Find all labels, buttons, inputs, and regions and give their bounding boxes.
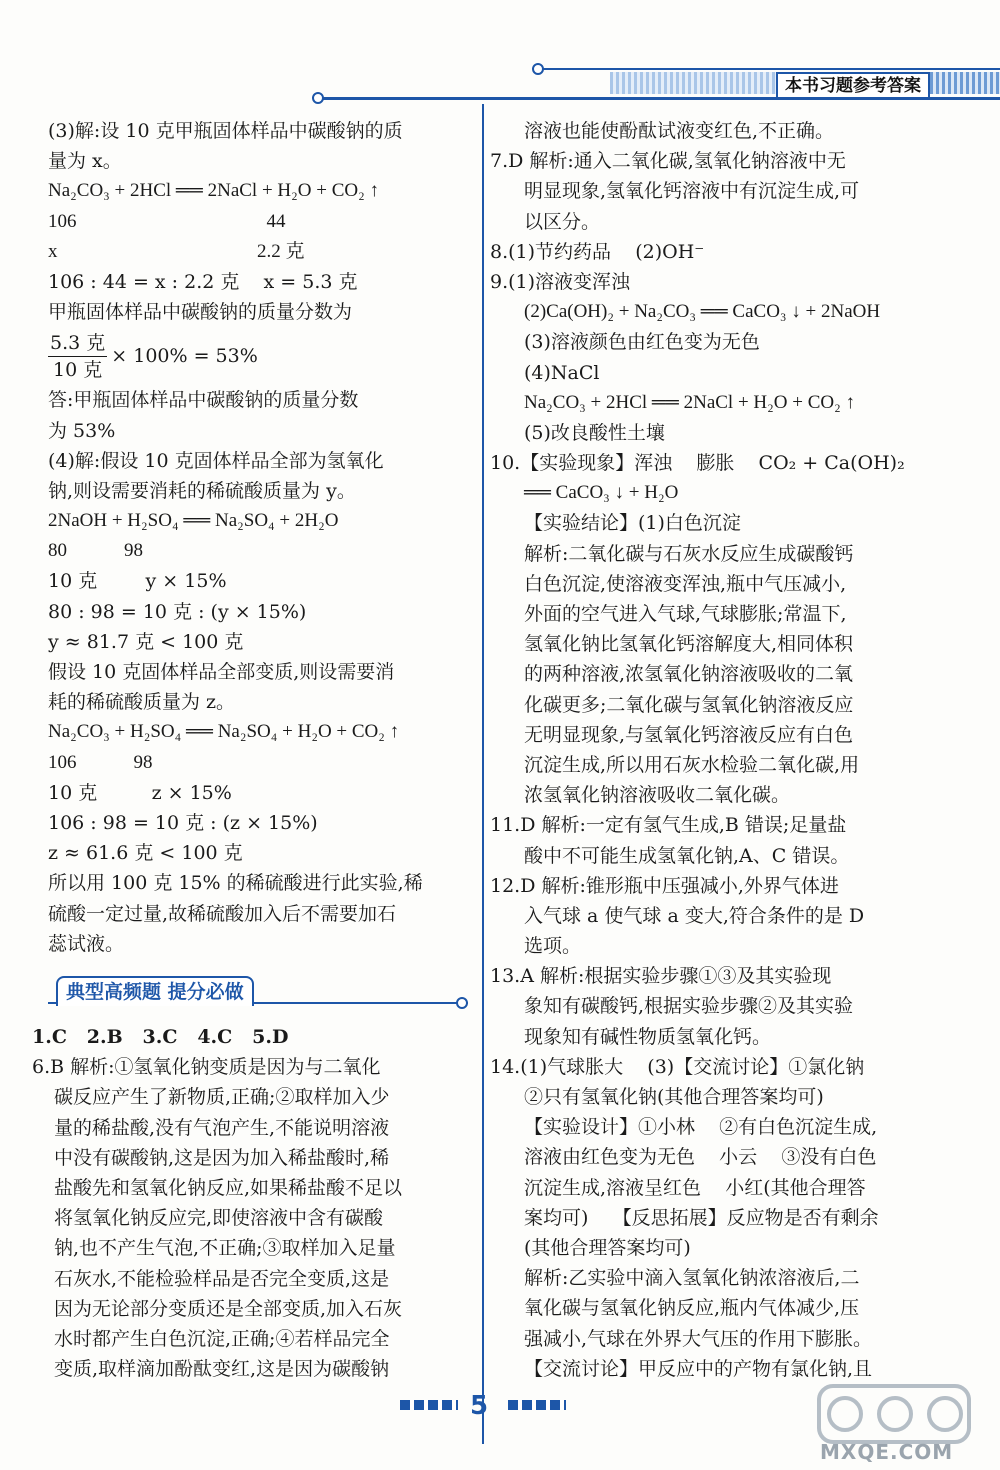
header-title: 本书习题参考答案 <box>776 72 930 100</box>
answer-line: 10.【实验现象】浑浊 膨胀 CO₂ + Ca(OH)₂ <box>490 452 905 475</box>
answer-line: 解析:二氧化碳与石灰水反应生成碳酸钙 <box>524 542 854 565</box>
answer-line: 象知有碳酸钙,根据实验步骤②及其实验 <box>524 995 854 1018</box>
answer-line: 8.(1)节约药品 (2)OH⁻ <box>490 240 705 263</box>
equation-line: 106 44 <box>48 210 286 232</box>
header-dot-icon <box>312 92 324 104</box>
fraction-rest: × 100% = 53% <box>111 345 258 368</box>
answer-line: 9.(1)溶液变浑浊 <box>490 270 631 293</box>
answer-line: (3)溶液颜色由红色变为无色 <box>524 331 760 354</box>
equation-line: 106 : 98 = 10 克 : (z × 15%) <box>48 811 318 834</box>
equation-line: Na₂CO₃ + H₂SO₄ ══ Na₂SO₄ + H₂O + CO₂ ↑ <box>48 721 400 743</box>
section-title: 典型高频题 提分必做 <box>56 976 254 1006</box>
answer-line: 1.C 2.B 3.C 4.C 5.D <box>32 1026 289 1048</box>
equation-line: 10 克 y × 15% <box>48 570 227 593</box>
answer-line: 的两种溶液,浓氢氧化钠溶液吸收的二氧 <box>524 663 854 686</box>
left-column <box>48 116 470 959</box>
header-rule-top <box>540 68 1000 70</box>
answer-line: 浓氢氧化钠溶液吸收二氧化碳。 <box>524 784 791 807</box>
footer-bar-left <box>400 1400 458 1410</box>
answer-line: 因为无论部分变质还是全部变质,加入石灰 <box>54 1297 403 1320</box>
answer-line: 【实验结论】(1)白色沉淀 <box>524 512 741 535</box>
page-header <box>0 0 1000 110</box>
answer-line: 【实验设计】①小林 ②有白色沉淀生成, <box>524 1116 878 1139</box>
watermark-text: MXQE.COM <box>820 1440 954 1464</box>
answer-line: 明显现象,氢氧化钙溶液中有沉淀生成,可 <box>524 180 860 203</box>
answer-line: 中没有碳酸钠,这是因为加入稀盐酸时,稀 <box>54 1146 390 1169</box>
equation-line: x 2.2 克 <box>48 240 305 262</box>
text-line: 为 53% <box>48 419 116 442</box>
answer-line: 13.A 解析:根据实验步骤①③及其实验现 <box>490 965 832 988</box>
column-divider <box>482 104 484 1444</box>
answer-line: 石灰水,不能检验样品是否完全变质,这是 <box>54 1267 390 1290</box>
answer-line: (4)NaCl <box>524 361 600 384</box>
section-dot-icon <box>456 997 468 1009</box>
answer-line: 酸中不可能生成氢氧化钠,A、C 错误。 <box>524 844 850 867</box>
answer-line: 选项。 <box>524 935 582 958</box>
answer-line: 以区分。 <box>524 210 601 233</box>
answer-line: 沉淀生成,溶液呈红色 小红(其他合理答 <box>524 1176 866 1199</box>
answer-line: 沉淀生成,所以用石灰水检验二氧化碳,用 <box>524 753 860 776</box>
left-bottom-answers <box>32 1022 472 1384</box>
answer-line: 入气球 a 使气球 a 变大,符合条件的是 D <box>524 904 865 927</box>
answer-line: 强减小,气球在外界大气压的作用下膨胀。 <box>524 1327 873 1350</box>
text-line: 假设 10 克固体样品全部变质,则设需要消 <box>48 661 395 683</box>
answer-line: 变质,取样滴加酚酞变红,这是因为碳酸钠 <box>54 1358 390 1381</box>
answer-line: 水时都产生白色沉淀,正确;④若样品完全 <box>54 1327 390 1350</box>
text-line: (4)解:假设 10 克固体样品全部为氢氧化 <box>48 449 384 472</box>
equation-line: y ≈ 81.7 克 < 100 克 <box>48 630 244 653</box>
section-heading <box>48 976 468 1006</box>
text-line: 所以用 100 克 15% 的稀硫酸进行此实验,稀 <box>48 872 423 895</box>
answer-line: 11.D 解析:一定有氢气生成,B 错误;足量盐 <box>490 814 847 837</box>
answer-line: 12.D 解析:锥形瓶中压强减小,外界气体进 <box>490 874 839 897</box>
text-line: 量为 x。 <box>48 150 122 173</box>
equation-line: 2NaOH + H₂SO₄ ══ Na₂SO₄ + 2H₂O <box>48 510 339 532</box>
equation-line: 106 : 44 = x : 2.2 克 x = 5.3 克 <box>48 270 358 293</box>
answer-line: 量的稀盐酸,没有气泡产生,不能说明溶液 <box>54 1116 390 1139</box>
answer-line: 溶液由红色变为无色 小云 ③没有白色 <box>524 1146 877 1169</box>
answer-line: (5)改良酸性土壤 <box>524 421 665 444</box>
equation-line: z ≈ 61.6 克 < 100 克 <box>48 842 243 865</box>
answer-line: ②只有氢氧化钠(其他合理答案均可) <box>524 1086 824 1108</box>
equation-line: 10 克 z × 15% <box>48 781 232 804</box>
answer-line: 6.B 解析:①氢氧化钠变质是因为与二氧化 <box>32 1056 381 1079</box>
equation-line: 80 98 <box>48 540 143 562</box>
header-dot-icon <box>532 63 544 75</box>
right-column <box>490 116 930 1384</box>
answer-line: 化碳更多;二氧化碳与氢氧化钠溶液反应 <box>524 693 854 716</box>
answer-line: 溶液也能使酚酞试液变红色,不正确。 <box>524 120 835 142</box>
equation-line: 106 98 <box>48 751 153 773</box>
answer-line: 【交流讨论】甲反应中的产物有氯化钠,且 <box>524 1357 873 1380</box>
answer-line: 氢氧化钠比氢氧化钙溶解度大,相同体积 <box>524 633 854 656</box>
header-stripes-right <box>930 72 1000 94</box>
answer-line: 将氢氧化钠反应完,即使溶液中含有碳酸 <box>54 1207 384 1230</box>
answer-line: 钠,也不产生气泡,不正确;③取样加入足量 <box>54 1237 396 1260</box>
answer-line: 案均可) 【反思拓展】反应物是否有剩余 <box>524 1206 879 1229</box>
answer-line: 无明显现象,与氢氧化钙溶液反应有白色 <box>524 723 854 746</box>
text-line: 硫酸一定过量,故稀硫酸加入后不需要加石 <box>48 902 397 925</box>
text-line: 蕊试液。 <box>48 932 125 955</box>
answer-line: 白色沉淀,使溶液变浑浊,瓶中气压减小, <box>524 572 847 595</box>
answer-line: 氧化碳与氢氧化钠反应,瓶内气体减少,压 <box>524 1297 860 1320</box>
text-line: (3)解:设 10 克甲瓶固体样品中碳酸钠的质 <box>48 120 403 142</box>
text-line: 答:甲瓶固体样品中碳酸钠的质量分数 <box>48 389 359 412</box>
answer-line: 现象知有碱性物质氢氧化钙。 <box>524 1025 772 1048</box>
equation-line: ══ CaCO₃ ↓ + H₂O <box>524 482 679 504</box>
fraction <box>48 330 107 383</box>
equation-line: Na₂CO₃ + 2HCl ══ 2NaCl + H₂O + CO₂ ↑ <box>524 391 855 413</box>
text-line: 钠,则设需要消耗的稀硫酸质量为 y。 <box>48 479 356 502</box>
answer-line: 外面的空气进入气球,气球膨胀;常温下, <box>524 603 847 625</box>
answer-line: (其他合理答案均可) <box>524 1236 691 1259</box>
header-rule <box>318 97 1000 100</box>
equation-line: (2)Ca(OH)₂ + Na₂CO₃ ══ CaCO₃ ↓ + 2NaOH <box>524 301 881 323</box>
answer-line: 盐酸先和氢氧化钠反应,如果稀盐酸不足以 <box>54 1176 403 1199</box>
footer-bar-right <box>508 1400 566 1410</box>
header-stripes <box>610 72 780 94</box>
equation-line: 80 : 98 = 10 克 : (y × 15%) <box>48 600 307 623</box>
answer-line: 碳反应产生了新物质,正确;②取样加入少 <box>54 1086 390 1109</box>
answer-line: 14.(1)气球胀大 (3)【交流讨论】①氯化钠 <box>490 1055 865 1078</box>
page-number: 5 <box>470 1391 489 1421</box>
answer-line: 解析:乙实验中滴入氢氧化钠浓溶液后,二 <box>524 1267 860 1290</box>
fraction-denominator: 10 克 <box>53 358 103 381</box>
fraction-numerator: 5.3 克 <box>48 330 107 357</box>
text-line: 甲瓶固体样品中碳酸钠的质量分数为 <box>48 301 353 324</box>
equation-line: Na₂CO₃ + 2HCl ══ 2NaCl + H₂O + CO₂ ↑ <box>48 180 379 202</box>
text-line: 耗的稀硫酸质量为 z。 <box>48 691 236 714</box>
fraction-line <box>48 327 470 385</box>
answer-line: 7.D 解析:通入二氧化碳,氢氧化钠溶液中无 <box>490 150 846 173</box>
